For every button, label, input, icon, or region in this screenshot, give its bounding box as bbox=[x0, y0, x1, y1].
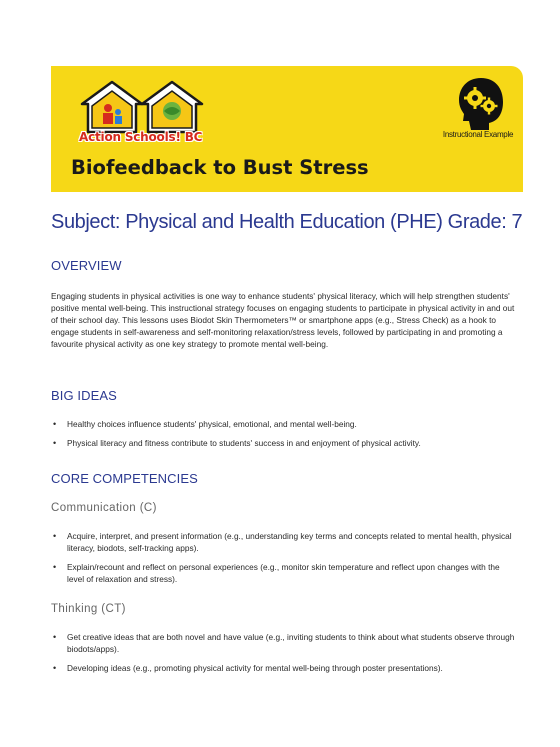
house-icon bbox=[82, 82, 142, 132]
thinking-list bbox=[51, 631, 517, 674]
house-icon bbox=[142, 82, 202, 132]
thinking-heading: Thinking (CT) bbox=[51, 603, 126, 615]
list-item: • Acquire, interpret, and present information (e.g., understanding key terms and concepts related to mental health, physical literacy, biodots, self-tracking apps). bbox=[53, 531, 512, 553]
overview-paragraph: Engaging students in physical activities is one way to enhance students' physical literacy, which will help strengthen students' positive mental well-being. This instructional strategy focuses on engaging students to participate in physical activity in and out of their school day. This lessons uses Biodot Skin Thermometers™ or smartphone apps (e.g., Stress Check) as a hook to engage students in self-awareness and self-monitoring relaxation/stress levels, followed by participating in and promoting a favourite physical activity as one key strategy to promote mental well-being. bbox=[51, 291, 515, 349]
logo-text: Action Schools! BC bbox=[79, 130, 203, 144]
list-item: • Explain/recount and reflect on personal experiences (e.g., monitor skin temperature and reflect upon changes with the level of relaxation and stress). bbox=[53, 562, 500, 584]
subject-line: Subject: Physical and Health Education (PHE) Grade: 7 bbox=[51, 211, 523, 233]
core-competencies-heading: CORE COMPETENCIES bbox=[51, 471, 198, 486]
list-item: • Developing ideas (e.g., promoting physical activity for mental well-being through poster presentations). bbox=[53, 663, 443, 673]
header-banner bbox=[51, 66, 523, 192]
communication-heading: Communication (C) bbox=[51, 502, 157, 514]
list-item: • Physical literacy and fitness contribute to students' success in and enjoyment of physical activity. bbox=[53, 438, 421, 448]
instructional-example-label: Instructional Example bbox=[442, 130, 514, 139]
list-item: • Get creative ideas that are both novel and have value (e.g., inviting students to think about what students observe through biodots/apps). bbox=[53, 632, 515, 654]
document-title: Biofeedback to Bust Stress bbox=[71, 156, 369, 179]
communication-list bbox=[51, 530, 517, 585]
big-ideas-list bbox=[51, 418, 517, 449]
head-gears-icon bbox=[455, 76, 507, 132]
big-ideas-heading: BIG IDEAS bbox=[51, 388, 117, 403]
list-item: • Healthy choices influence students' physical, emotional, and mental well-being. bbox=[53, 419, 357, 429]
overview-heading: OVERVIEW bbox=[51, 258, 122, 273]
